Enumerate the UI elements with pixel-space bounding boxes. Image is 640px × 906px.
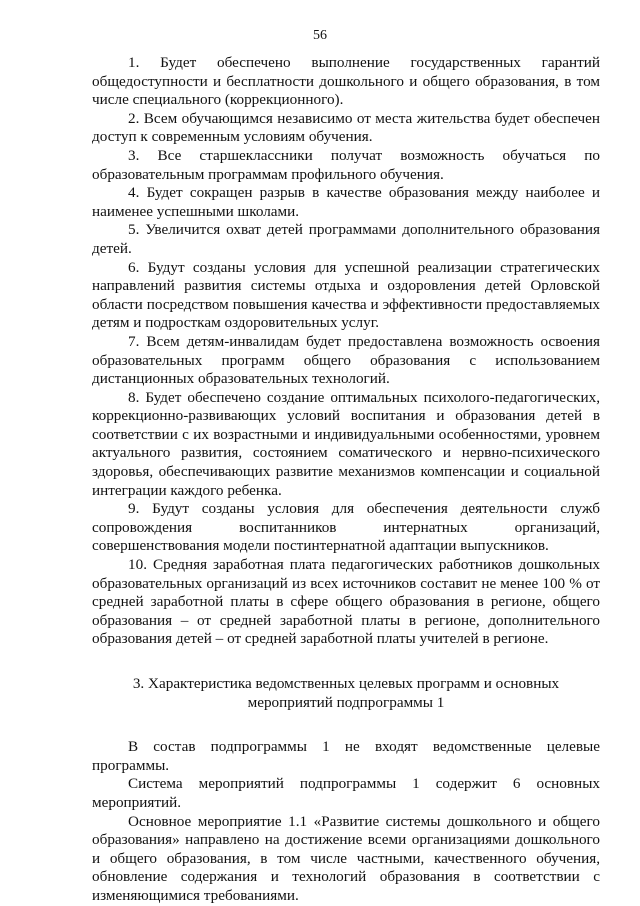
result-item-3: 3. Все старшеклассники получат возможность обучаться по образовательным программам профильного обучения. bbox=[92, 146, 600, 183]
section-paragraph-2: Система мероприятий подпрограммы 1 содержит 6 основных мероприятий. bbox=[92, 775, 600, 811]
section-paragraph-1: В состав подпрограммы 1 не входят ведомственные целевые программы. bbox=[92, 738, 600, 774]
result-item-1: 1. Будет обеспечено выполнение государственных гарантий общедоступности и бесплатности дошкольного и общего образования, в том числе специального (коррекционного). bbox=[92, 54, 600, 109]
result-item-6: 6. Будут созданы условия для успешной реализации стратегических направлений развития системы отдыха и оздоровления детей Орловской области посредством повышения качества и эффективности предоставляемых детям и подросткам оздоровительных услуг. bbox=[92, 258, 600, 332]
result-item-7: 7. Всем детям-инвалидам будет предоставлена возможность освоения образовательных программ общего образования с использованием дистанционных образовательных технологий. bbox=[92, 332, 600, 388]
result-item-8: 8. Будет обеспечено создание оптимальных психолого-педагогических, коррекционно-развивающих условий воспитания и образования детей в соответствии с их возрастными и индивидуальными особенностями, уровнем актуального развития, состоянием соматического и нервно-психического здоровья, обеспечивающих развитие механизмов компенсации и социальной интеграции каждого ребенка. bbox=[92, 388, 600, 499]
page-number: 56 bbox=[313, 28, 327, 43]
result-item-2: 2. Всем обучающимся независимо от места жительства будет обеспечен доступ к современным условиям обучения. bbox=[92, 109, 600, 146]
document-body bbox=[92, 54, 600, 906]
section-heading: 3. Характеристика ведомственных целевых программ и основных мероприятий подпрограммы 1 bbox=[132, 675, 560, 711]
result-item-9: 9. Будут созданы условия для обеспечения деятельности служб сопровождения воспитанников интернатных организаций, совершенствования модели постинтернатной адаптации выпускников. bbox=[92, 500, 600, 555]
result-item-10: 10. Средняя заработная плата педагогических работников дошкольных образовательных организаций из всех источников составит не менее 100 % от средней заработной платы в сфере общего образования в регионе, общего образования – от средней заработной платы в регионе, дополнительного образования детей – от средней заработной платы учителей в регионе. bbox=[92, 556, 600, 648]
section-paragraph-3: Основное мероприятие 1.1 «Развитие системы дошкольного и общего образования» направлено на достижение всеми организациями дошкольного и общего образования, в том числе частными, качественного обучения, обновление содержания и технологий образования в соответствии с изменяющимися требованиями. bbox=[92, 812, 600, 904]
result-item-5: 5. Увеличится охват детей программами дополнительного образования детей. bbox=[92, 221, 600, 257]
result-item-4: 4. Будет сокращен разрыв в качестве образования между наиболее и наименее успешными школами. bbox=[92, 184, 600, 220]
